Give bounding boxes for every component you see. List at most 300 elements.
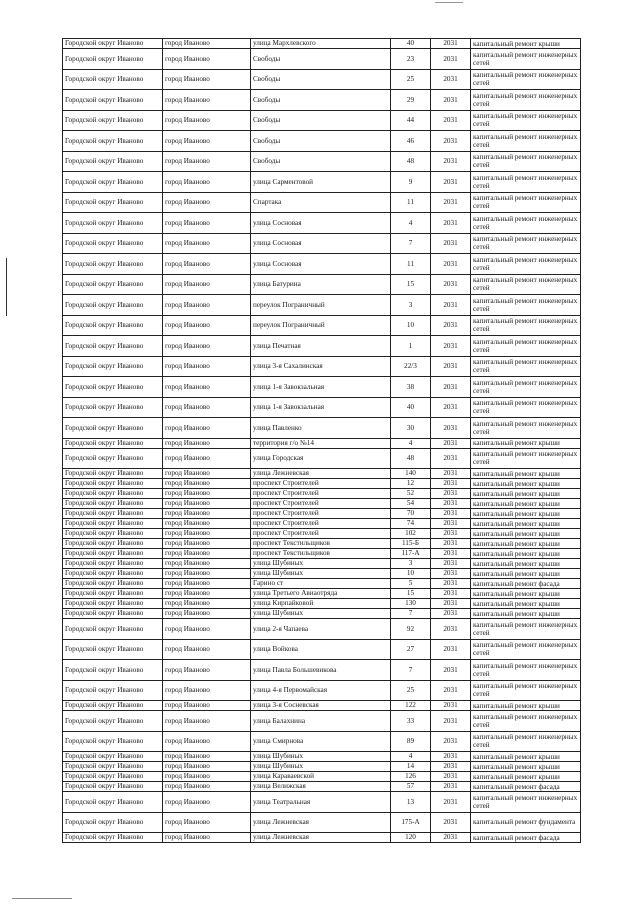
cell-year: 2031 — [431, 172, 471, 193]
table-row — [63, 479, 581, 489]
cell-year: 2031 — [431, 833, 471, 843]
cell-year: 2031 — [431, 233, 471, 254]
cell-district: Городской округ Иваново — [63, 833, 163, 843]
cell-year: 2031 — [431, 711, 471, 732]
cell-work-type: капитальный ремонт крыши — [471, 609, 581, 619]
cell-street: улица Печатная — [251, 336, 391, 357]
cell-year: 2031 — [431, 274, 471, 295]
cell-city: город Иваново — [163, 731, 251, 752]
cell-district: Городской округ Иваново — [63, 397, 163, 418]
table-row — [63, 110, 581, 131]
cell-work-type: капитальный ремонт фасада — [471, 579, 581, 589]
cell-year: 2031 — [431, 418, 471, 439]
cell-street: улица Кирпайковой — [251, 599, 391, 609]
table-row — [63, 731, 581, 752]
table-row — [63, 772, 581, 782]
table-row — [63, 711, 581, 732]
cell-house-number: 40 — [391, 397, 431, 418]
cell-year: 2031 — [431, 812, 471, 833]
cell-year: 2031 — [431, 377, 471, 398]
cell-city: город Иваново — [163, 509, 251, 519]
cell-house-number: 10 — [391, 569, 431, 579]
cell-street: проспект Строителей — [251, 479, 391, 489]
cell-street: улица Сарментовой — [251, 172, 391, 193]
cell-street: улица Лежневская — [251, 833, 391, 843]
cell-year: 2031 — [431, 609, 471, 619]
cell-house-number: 25 — [391, 680, 431, 701]
cell-street: улица Шубиных — [251, 752, 391, 762]
cell-city: город Иваново — [163, 448, 251, 469]
cell-work-type: капитальный ремонт крыши — [471, 569, 581, 579]
cell-city: город Иваново — [163, 254, 251, 275]
cell-district: Городской округ Иваново — [63, 609, 163, 619]
table-row — [63, 315, 581, 336]
cell-house-number: 57 — [391, 782, 431, 792]
cell-work-type: капитальный ремонт инженерных сетей — [471, 151, 581, 172]
cell-district: Городской округ Иваново — [63, 295, 163, 316]
table-row — [63, 499, 581, 509]
cell-city: город Иваново — [163, 792, 251, 813]
table-row — [63, 151, 581, 172]
cell-district: Городской округ Иваново — [63, 639, 163, 660]
cell-city: город Иваново — [163, 609, 251, 619]
table-body — [63, 39, 581, 843]
table-row — [63, 489, 581, 499]
cell-work-type: капитальный ремонт инженерных сетей — [471, 356, 581, 377]
cell-work-type: капитальный ремонт инженерных сетей — [471, 192, 581, 213]
table-row — [63, 579, 581, 589]
cell-district: Городской округ Иваново — [63, 752, 163, 762]
cell-district: Городской округ Иваново — [63, 549, 163, 559]
cell-house-number: 1 — [391, 336, 431, 357]
cell-house-number: 52 — [391, 489, 431, 499]
cell-street: улица Мархлевского — [251, 39, 391, 49]
cell-street: улица Третьего Авиаотряда — [251, 589, 391, 599]
cell-city: город Иваново — [163, 418, 251, 439]
cell-year: 2031 — [431, 438, 471, 448]
cell-street: проспект Текстильщиков — [251, 539, 391, 549]
cell-house-number: 12 — [391, 479, 431, 489]
cell-house-number: 7 — [391, 609, 431, 619]
cell-district: Городской округ Иваново — [63, 438, 163, 448]
cell-district: Городской округ Иваново — [63, 213, 163, 234]
table-row — [63, 213, 581, 234]
cell-house-number: 44 — [391, 110, 431, 131]
cell-street: переулок Пограничный — [251, 315, 391, 336]
cell-street: улица Городская — [251, 448, 391, 469]
page-mark — [435, 2, 463, 3]
cell-city: город Иваново — [163, 569, 251, 579]
cell-district: Городской округ Иваново — [63, 377, 163, 398]
cell-district: Городской округ Иваново — [63, 110, 163, 131]
cell-street: Свободы — [251, 110, 391, 131]
cell-year: 2031 — [431, 579, 471, 589]
cell-district: Городской округ Иваново — [63, 559, 163, 569]
cell-work-type: капитальный ремонт инженерных сетей — [471, 448, 581, 469]
table-row — [63, 680, 581, 701]
cell-district: Городской округ Иваново — [63, 539, 163, 549]
cell-year: 2031 — [431, 336, 471, 357]
cell-city: город Иваново — [163, 589, 251, 599]
cell-house-number: 4 — [391, 213, 431, 234]
cell-work-type: капитальный ремонт крыши — [471, 599, 581, 609]
table-row — [63, 397, 581, 418]
cell-house-number: 7 — [391, 660, 431, 681]
cell-street: улица Шубиных — [251, 569, 391, 579]
cell-district: Городской округ Иваново — [63, 49, 163, 70]
table-row — [63, 233, 581, 254]
cell-district: Городской округ Иваново — [63, 315, 163, 336]
cell-city: город Иваново — [163, 49, 251, 70]
cell-work-type: капитальный ремонт крыши — [471, 509, 581, 519]
cell-street: улица Шубиных — [251, 609, 391, 619]
cell-year: 2031 — [431, 192, 471, 213]
table-row — [63, 69, 581, 90]
cell-year: 2031 — [431, 762, 471, 772]
cell-work-type: капитальный ремонт крыши — [471, 438, 581, 448]
cell-street: улица Сосновая — [251, 254, 391, 275]
cell-district: Городской округ Иваново — [63, 569, 163, 579]
cell-year: 2031 — [431, 752, 471, 762]
cell-year: 2031 — [431, 110, 471, 131]
cell-district: Городской округ Иваново — [63, 418, 163, 439]
cell-street: улица 2-я Чапаева — [251, 619, 391, 640]
table-row — [63, 549, 581, 559]
cell-street: улица Сосновая — [251, 233, 391, 254]
cell-district: Городской округ Иваново — [63, 619, 163, 640]
margin-line — [6, 258, 7, 316]
cell-street: улица Павленко — [251, 418, 391, 439]
cell-work-type: капитальный ремонт инженерных сетей — [471, 619, 581, 640]
cell-street: проспект Строителей — [251, 509, 391, 519]
cell-district: Городской округ Иваново — [63, 599, 163, 609]
cell-year: 2031 — [431, 569, 471, 579]
table-row — [63, 519, 581, 529]
footer-line — [12, 898, 72, 899]
cell-house-number: 38 — [391, 377, 431, 398]
cell-year: 2031 — [431, 731, 471, 752]
cell-work-type: капитальный ремонт крыши — [471, 559, 581, 569]
cell-street: Свободы — [251, 49, 391, 70]
cell-district: Городской округ Иваново — [63, 762, 163, 772]
cell-house-number: 3 — [391, 559, 431, 569]
table-row — [63, 569, 581, 579]
cell-work-type: капитальный ремонт инженерных сетей — [471, 711, 581, 732]
cell-district: Городской округ Иваново — [63, 489, 163, 499]
cell-street: улица 1-я Завокзальная — [251, 397, 391, 418]
cell-district: Городской округ Иваново — [63, 579, 163, 589]
cell-district: Городской округ Иваново — [63, 192, 163, 213]
cell-year: 2031 — [431, 151, 471, 172]
cell-work-type: капитальный ремонт инженерных сетей — [471, 254, 581, 275]
cell-year: 2031 — [431, 356, 471, 377]
cell-street: улица Сосновая — [251, 213, 391, 234]
cell-work-type: капитальный ремонт крыши — [471, 529, 581, 539]
cell-city: город Иваново — [163, 110, 251, 131]
cell-house-number: 130 — [391, 599, 431, 609]
cell-house-number: 115-Б — [391, 539, 431, 549]
cell-year: 2031 — [431, 559, 471, 569]
cell-city: город Иваново — [163, 131, 251, 152]
cell-district: Городской округ Иваново — [63, 254, 163, 275]
cell-year: 2031 — [431, 549, 471, 559]
cell-street: улица Смирнова — [251, 731, 391, 752]
cell-work-type: капитальный ремонт инженерных сетей — [471, 418, 581, 439]
table-row — [63, 469, 581, 479]
cell-work-type: капитальный ремонт инженерных сетей — [471, 397, 581, 418]
cell-work-type: капитальный ремонт инженерных сетей — [471, 110, 581, 131]
cell-work-type: капитальный ремонт инженерных сетей — [471, 90, 581, 111]
cell-work-type: капитальный ремонт инженерных сетей — [471, 274, 581, 295]
cell-district: Городской округ Иваново — [63, 69, 163, 90]
cell-city: город Иваново — [163, 833, 251, 843]
cell-work-type: капитальный ремонт крыши — [471, 479, 581, 489]
cell-city: город Иваново — [163, 295, 251, 316]
table-row — [63, 639, 581, 660]
cell-city: город Иваново — [163, 762, 251, 772]
cell-street: проспект Строителей — [251, 529, 391, 539]
cell-district: Городской округ Иваново — [63, 519, 163, 529]
cell-street: проспект Строителей — [251, 519, 391, 529]
cell-district: Городской округ Иваново — [63, 274, 163, 295]
cell-year: 2031 — [431, 397, 471, 418]
cell-house-number: 48 — [391, 448, 431, 469]
cell-street: проспект Строителей — [251, 499, 391, 509]
cell-year: 2031 — [431, 539, 471, 549]
table-row — [63, 539, 581, 549]
cell-street: Свободы — [251, 90, 391, 111]
cell-year: 2031 — [431, 469, 471, 479]
cell-year: 2031 — [431, 619, 471, 640]
cell-house-number: 30 — [391, 418, 431, 439]
cell-street: улица 1-я Завокзальная — [251, 377, 391, 398]
cell-work-type: капитальный ремонт крыши — [471, 762, 581, 772]
cell-house-number: 11 — [391, 254, 431, 275]
cell-work-type: капитальный ремонт инженерных сетей — [471, 731, 581, 752]
cell-house-number: 25 — [391, 69, 431, 90]
cell-work-type: капитальный ремонт фасада — [471, 833, 581, 843]
cell-house-number: 7 — [391, 233, 431, 254]
cell-house-number: 46 — [391, 131, 431, 152]
cell-city: город Иваново — [163, 438, 251, 448]
table-row — [63, 39, 581, 49]
cell-work-type: капитальный ремонт инженерных сетей — [471, 131, 581, 152]
cell-street: улица Театральная — [251, 792, 391, 813]
cell-year: 2031 — [431, 315, 471, 336]
table-row — [63, 589, 581, 599]
cell-work-type: капитальный ремонт инженерных сетей — [471, 295, 581, 316]
cell-city: город Иваново — [163, 274, 251, 295]
cell-city: город Иваново — [163, 660, 251, 681]
cell-house-number: 102 — [391, 529, 431, 539]
cell-street: улица Велижская — [251, 782, 391, 792]
cell-street: Свободы — [251, 151, 391, 172]
cell-street: Свободы — [251, 69, 391, 90]
cell-year: 2031 — [431, 489, 471, 499]
table-row — [63, 49, 581, 70]
table-row — [63, 336, 581, 357]
cell-district: Городской округ Иваново — [63, 782, 163, 792]
table-row — [63, 356, 581, 377]
cell-district: Городской округ Иваново — [63, 39, 163, 49]
cell-house-number: 140 — [391, 469, 431, 479]
cell-work-type: капитальный ремонт крыши — [471, 499, 581, 509]
cell-work-type: капитальный ремонт инженерных сетей — [471, 172, 581, 193]
cell-year: 2031 — [431, 479, 471, 489]
cell-city: город Иваново — [163, 469, 251, 479]
cell-district: Городской округ Иваново — [63, 172, 163, 193]
table-row — [63, 812, 581, 833]
cell-district: Городской округ Иваново — [63, 90, 163, 111]
cell-district: Городской округ Иваново — [63, 151, 163, 172]
cell-work-type: капитальный ремонт инженерных сетей — [471, 233, 581, 254]
cell-house-number: 48 — [391, 151, 431, 172]
cell-district: Городской округ Иваново — [63, 336, 163, 357]
table-row — [63, 792, 581, 813]
cell-year: 2031 — [431, 69, 471, 90]
cell-district: Городской округ Иваново — [63, 711, 163, 732]
cell-house-number: 4 — [391, 752, 431, 762]
table-row — [63, 660, 581, 681]
table-row — [63, 701, 581, 711]
cell-city: город Иваново — [163, 559, 251, 569]
cell-street: Спартака — [251, 192, 391, 213]
cell-house-number: 33 — [391, 711, 431, 732]
cell-city: город Иваново — [163, 619, 251, 640]
cell-house-number: 23 — [391, 49, 431, 70]
cell-city: город Иваново — [163, 356, 251, 377]
cell-street: улица Балахнина — [251, 711, 391, 732]
cell-work-type: капитальный ремонт инженерных сетей — [471, 213, 581, 234]
cell-city: город Иваново — [163, 213, 251, 234]
table-row — [63, 833, 581, 843]
cell-work-type: капитальный ремонт крыши — [471, 772, 581, 782]
cell-work-type: капитальный ремонт инженерных сетей — [471, 49, 581, 70]
cell-work-type: капитальный ремонт инженерных сетей — [471, 377, 581, 398]
cell-city: город Иваново — [163, 479, 251, 489]
cell-house-number: 11 — [391, 192, 431, 213]
table-row — [63, 192, 581, 213]
table-row — [63, 131, 581, 152]
cell-city: город Иваново — [163, 782, 251, 792]
cell-year: 2031 — [431, 701, 471, 711]
cell-street: улица Караваевской — [251, 772, 391, 782]
table-row — [63, 172, 581, 193]
cell-year: 2031 — [431, 599, 471, 609]
cell-street: улица Батурина — [251, 274, 391, 295]
cell-city: город Иваново — [163, 529, 251, 539]
cell-year: 2031 — [431, 499, 471, 509]
cell-house-number: 9 — [391, 172, 431, 193]
cell-work-type: капитальный ремонт инженерных сетей — [471, 680, 581, 701]
cell-house-number: 15 — [391, 589, 431, 599]
table-row — [63, 599, 581, 609]
cell-house-number: 117-А — [391, 549, 431, 559]
cell-year: 2031 — [431, 782, 471, 792]
cell-street: улица Войкова — [251, 639, 391, 660]
cell-city: город Иваново — [163, 499, 251, 509]
cell-year: 2031 — [431, 660, 471, 681]
cell-house-number: 40 — [391, 39, 431, 49]
cell-house-number: 70 — [391, 509, 431, 519]
table-row — [63, 782, 581, 792]
cell-house-number: 27 — [391, 639, 431, 660]
table-row — [63, 438, 581, 448]
cell-work-type: капитальный ремонт крыши — [471, 589, 581, 599]
cell-house-number: 22/3 — [391, 356, 431, 377]
cell-work-type: капитальный ремонт инженерных сетей — [471, 336, 581, 357]
cell-street: улица 3-я Сосневская — [251, 701, 391, 711]
cell-street: улица Шубиных — [251, 559, 391, 569]
cell-city: город Иваново — [163, 397, 251, 418]
cell-city: город Иваново — [163, 90, 251, 111]
cell-district: Городской округ Иваново — [63, 131, 163, 152]
table-row — [63, 609, 581, 619]
cell-street: переулок Пограничный — [251, 295, 391, 316]
cell-district: Городской округ Иваново — [63, 233, 163, 254]
table-row — [63, 254, 581, 275]
table-row — [63, 762, 581, 772]
cell-district: Городской округ Иваново — [63, 499, 163, 509]
cell-year: 2031 — [431, 90, 471, 111]
cell-street: Гарино ст — [251, 579, 391, 589]
cell-district: Городской округ Иваново — [63, 772, 163, 782]
cell-work-type: капитальный ремонт крыши — [471, 539, 581, 549]
cell-house-number: 122 — [391, 701, 431, 711]
cell-house-number: 29 — [391, 90, 431, 111]
cell-house-number: 92 — [391, 619, 431, 640]
cell-year: 2031 — [431, 509, 471, 519]
table-row — [63, 377, 581, 398]
cell-year: 2031 — [431, 254, 471, 275]
cell-city: город Иваново — [163, 711, 251, 732]
cell-year: 2031 — [431, 772, 471, 782]
table-row — [63, 295, 581, 316]
cell-house-number: 175-А — [391, 812, 431, 833]
cell-work-type: капитальный ремонт фундамента — [471, 812, 581, 833]
cell-year: 2031 — [431, 448, 471, 469]
cell-city: город Иваново — [163, 151, 251, 172]
cell-city: город Иваново — [163, 639, 251, 660]
cell-city: город Иваново — [163, 539, 251, 549]
cell-city: город Иваново — [163, 39, 251, 49]
cell-work-type: капитальный ремонт крыши — [471, 549, 581, 559]
cell-house-number: 74 — [391, 519, 431, 529]
cell-street: улица 4-я Первомайская — [251, 680, 391, 701]
cell-district: Городской округ Иваново — [63, 701, 163, 711]
cell-city: город Иваново — [163, 772, 251, 782]
cell-work-type: капитальный ремонт крыши — [471, 519, 581, 529]
cell-city: город Иваново — [163, 377, 251, 398]
cell-year: 2031 — [431, 519, 471, 529]
cell-year: 2031 — [431, 131, 471, 152]
cell-house-number: 15 — [391, 274, 431, 295]
cell-year: 2031 — [431, 792, 471, 813]
cell-work-type: капитальный ремонт инженерных сетей — [471, 315, 581, 336]
cell-district: Городской округ Иваново — [63, 529, 163, 539]
cell-city: город Иваново — [163, 336, 251, 357]
cell-district: Городской округ Иваново — [63, 792, 163, 813]
cell-street: Свободы — [251, 131, 391, 152]
cell-city: город Иваново — [163, 192, 251, 213]
cell-street: проспект Текстильщиков — [251, 549, 391, 559]
cell-year: 2031 — [431, 213, 471, 234]
cell-house-number: 10 — [391, 315, 431, 336]
cell-year: 2031 — [431, 589, 471, 599]
cell-district: Городской округ Иваново — [63, 731, 163, 752]
cell-city: город Иваново — [163, 579, 251, 589]
table-row — [63, 559, 581, 569]
